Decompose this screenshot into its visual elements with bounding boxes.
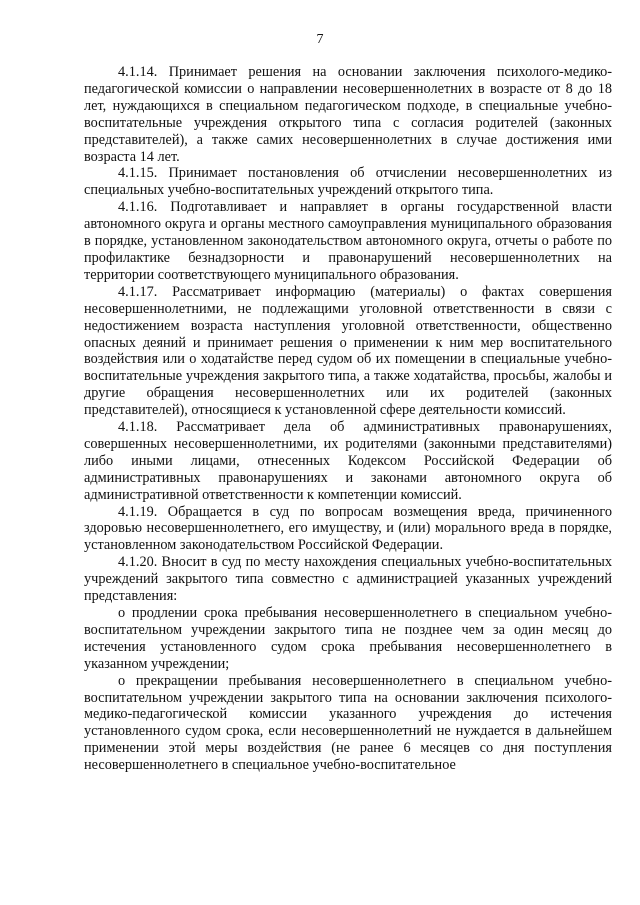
paragraph-termination-item: о прекращении пребывания несовершеннолетнего в специальном учебно-воспитательном учреждении закрытого типа на основании заключения психолого-медико-педагогической комиссии указанного учреждения до истечения установленного судом срока, если несовершеннолетний не нуждается в дальнейшем применении этой меры воздействия (не ранее 6 месяцев со дня поступления несовершеннолетнего в специальное учебно-воспитательное — [84, 672, 612, 774]
paragraph-4-1-18: 4.1.18. Рассматривает дела об административных правонарушениях, совершенных несовершеннолетними, их родителями (законными представителями) либо иными лицами, отнесенных Кодексом Российской Федерации об административных правонарушениях и законами автономного округа об административной ответственности к компетенции комиссий. — [84, 419, 612, 503]
document-body — [84, 64, 612, 774]
page-number: 7 — [316, 32, 324, 47]
paragraph-4-1-16: 4.1.16. Подготавливает и направляет в органы государственной власти автономного округа и органы местного самоуправления муниципального образования в порядке, установленном законодательством автономного округа, отчеты о работе по профилактике безнадзорности и правонарушений несовершеннолетних на территории соответствующего муниципального образования. — [84, 199, 612, 283]
paragraph-4-1-17: 4.1.17. Рассматривает информацию (материалы) о фактах совершения несовершеннолетними, не подлежащими уголовной ответственности в связи с недостижением возраста наступления уголовной ответственности, общественно опасных деяний и принимает решения о применении к ним мер воспитательного воздействия или о ходатайстве перед судом об их помещении в специальные учебно-воспитательные учреждения закрытого типа, а также ходатайства, просьбы, жалобы и другие обращения несовершеннолетних или их родителей (законных представителей), относящиеся к установленной сфере деятельности комиссий. — [84, 283, 612, 419]
paragraph-4-1-15: 4.1.15. Принимает постановления об отчислении несовершеннолетних из специальных учебно-воспитательных учреждений открытого типа. — [84, 165, 612, 199]
paragraph-4-1-20: 4.1.20. Вносит в суд по месту нахождения специальных учебно-воспитательных учреждений закрытого типа совместно с администрацией указанных учреждений представления: — [84, 554, 612, 605]
paragraph-extension-item: о продлении срока пребывания несовершеннолетнего в специальном учебно-воспитательном учреждении закрытого типа не позднее чем за один месяц до истечения установленного судом срока пребывания несовершеннолетнего в указанном учреждении; — [84, 605, 612, 672]
paragraph-4-1-14: 4.1.14. Принимает решения на основании заключения психолого-медико-педагогической комиссии о направлении несовершеннолетних в возрасте от 8 до 18 лет, нуждающихся в специальном педагогическом подходе, в специальные учебно-воспитательные учреждения открытого типа с согласия родителей (законных представителей), а также самих несовершеннолетних в случае достижения ими возраста 14 лет. — [84, 64, 612, 165]
paragraph-4-1-19: 4.1.19. Обращается в суд по вопросам возмещения вреда, причиненного здоровью несовершеннолетнего, его имуществу, и (или) морального вреда в порядке, установленном законодательством Российской Федерации. — [84, 503, 612, 554]
